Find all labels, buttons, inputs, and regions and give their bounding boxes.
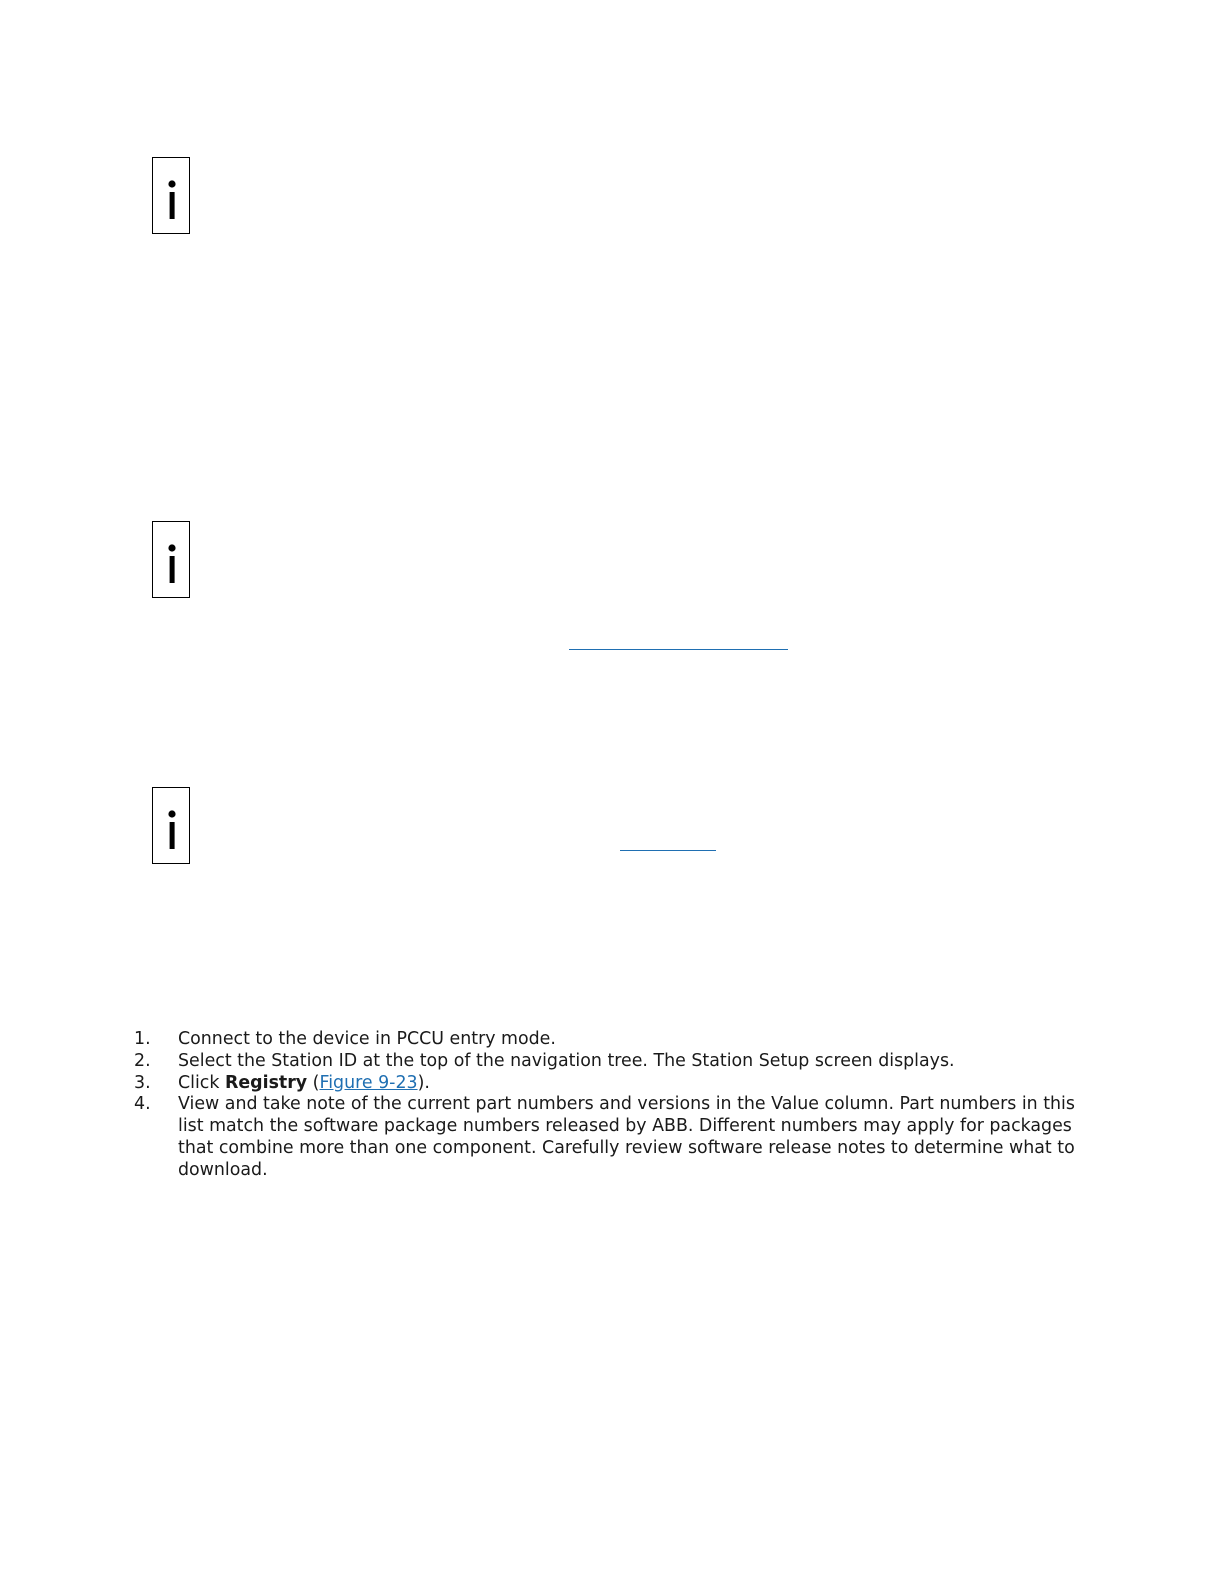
step-item — [134, 1051, 1084, 1073]
step-number: 4. — [134, 1094, 151, 1115]
step-prefix: Click — [178, 1072, 225, 1093]
step-text — [178, 1073, 1084, 1095]
figure-link[interactable]: Figure 9-23 — [319, 1072, 418, 1093]
step-text: Select the Station ID at the top of the navigation tree. The Station Setup screen displays. — [178, 1050, 955, 1071]
step-number: 2. — [134, 1050, 151, 1071]
step-item — [134, 1029, 1084, 1051]
step-paren-open: ( — [307, 1072, 320, 1093]
registry-label: Registry — [224, 1072, 308, 1093]
step-paren-close: ). — [417, 1072, 430, 1093]
step-item — [134, 1094, 1084, 1181]
info-icon — [152, 787, 190, 864]
step-number: 3. — [134, 1072, 151, 1093]
step-text: View and take note of the current part numbers and versions in the Value column. Part numbers in this list match the software package numbers released by ABB. Different numbers may apply for packages that combine more than one component. Carefully review software release notes to determine what to download. — [178, 1094, 1075, 1180]
procedure-steps — [134, 1029, 1084, 1182]
step-number: 1. — [134, 1029, 151, 1049]
info-icon — [152, 157, 190, 234]
step-item — [134, 1073, 1084, 1095]
step-text: Connect to the device in PCCU entry mode. — [178, 1029, 556, 1049]
link-underline[interactable] — [620, 850, 716, 851]
info-icon — [152, 521, 190, 598]
link-underline[interactable] — [569, 649, 788, 650]
